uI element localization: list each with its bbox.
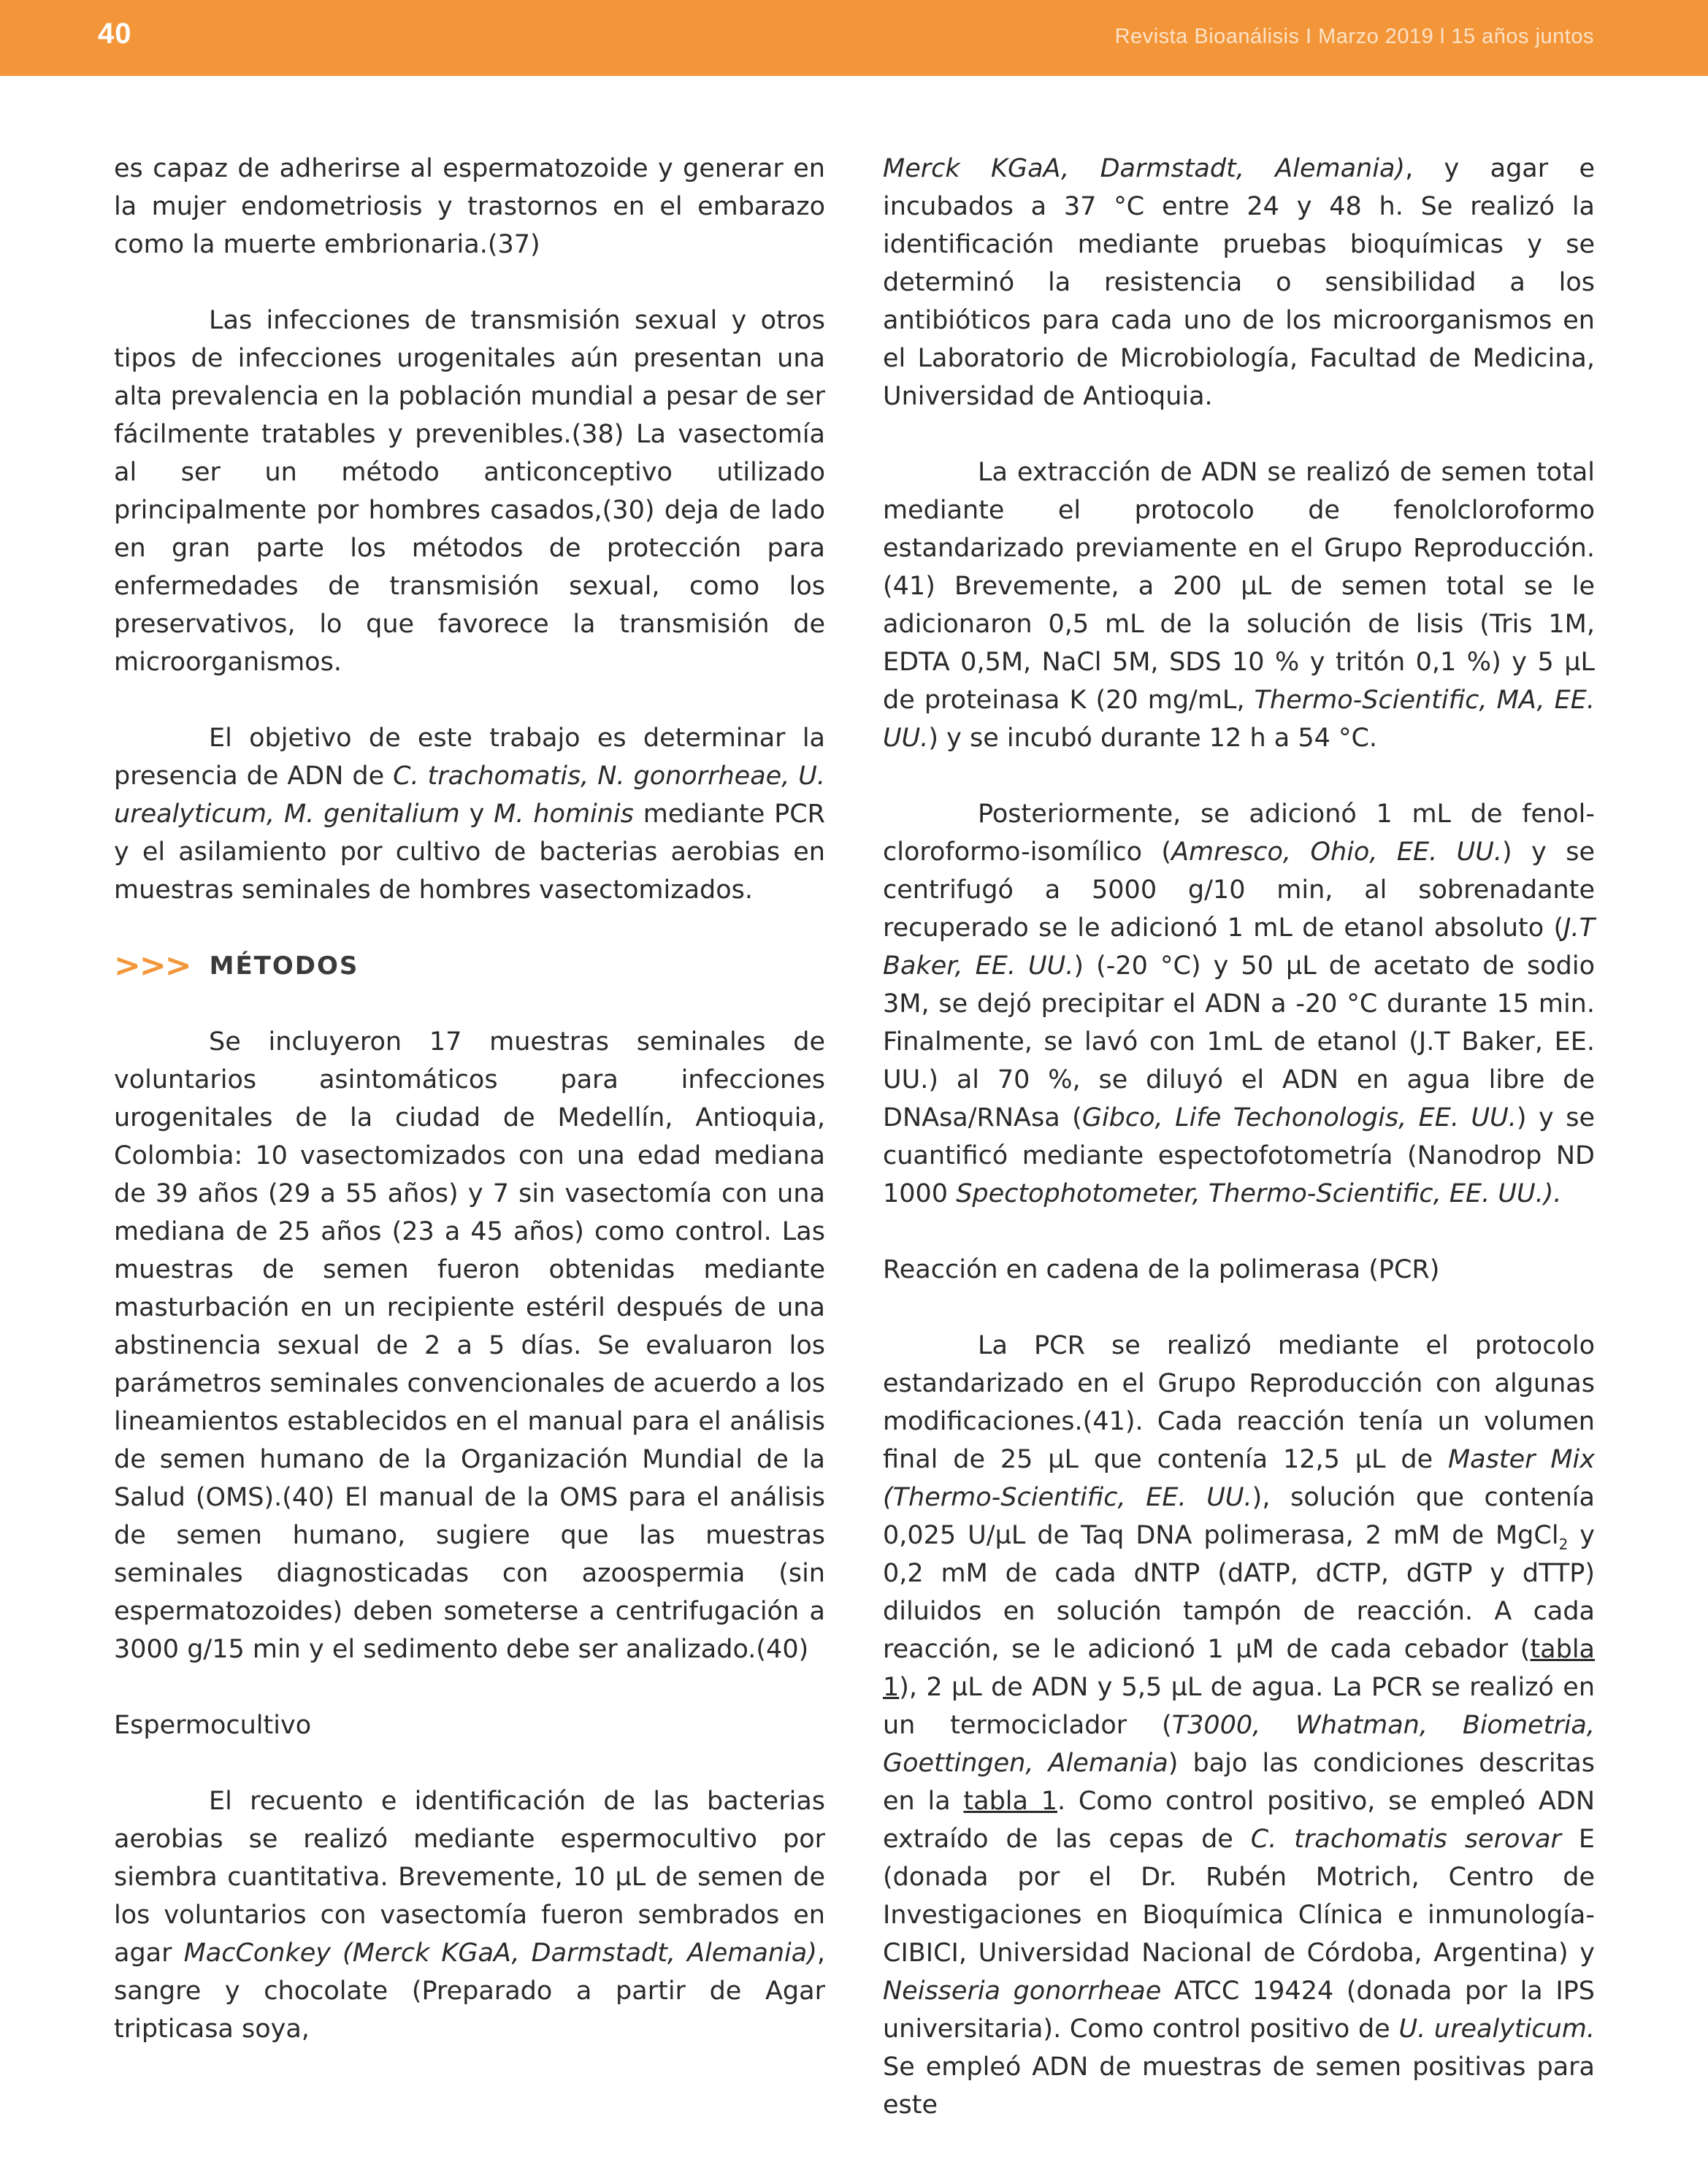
subheading: Espermocultivo	[114, 1711, 312, 1740]
paragraph: es capaz de adherirse al espermatozoide y generar en la mujer endometriosis y trastornos en el embarazo como la muerte embrionaria.(37)	[114, 154, 825, 259]
right-column	[883, 150, 1595, 2162]
paragraph: La PCR se realizó mediante el protocolo estandarizado en el Grupo Reproducción con algunas modificaciones.(41). Cada reacción tenía un volumen final de 25 µL que contenía 12,5 µL de Master Mix (Thermo-Scientific, EE. UU.), solución que contenía 0,025 U/µL de Taq DNA polimerasa, 2 mM de MgCl$_2$ y 0,2 mM de cada dNTP (dATP, dCTP, dGTP y dTTP) diluidos en solución tampón de reacción. A cada reacción, se le adicionó 1 µM de cada cebador (tabla 1), 2 µL de ADN y 5,5 µL de agua. La PCR se realizó en un termociclador (T3000, Whatman, Biometria, Goettingen, Alemania) bajo las condiciones descritas en la tabla 1. Como control positivo, se empleó ADN extraído de las cepas de C. trachomatis serovar E (donada por el Dr. Rubén Motrich, Centro de Investigaciones en Bioquímica Clínica e inmunología-CIBICI, Universidad Nacional de Córdoba, Argentina) y Neisseria gonorrheae ATCC 19424 (donada por la IPS universitaria). Como control positivo de U. urealyticum. Se empleó ADN de muestras de semen positivas para este	[883, 1331, 1596, 2120]
table-link[interactable]: tabla 1	[963, 1787, 1057, 1816]
left-column	[114, 150, 825, 2086]
table-link[interactable]: tabla 1	[883, 1635, 1595, 1702]
paragraph: Merck KGaA, Darmstadt, Alemania), y agar e incubados a 37 °C entre 24 y 48 h. Se realizó la identificación mediante pruebas bioquímicas y se determinó la resistencia o sensibilidad a los antibióticos para cada uno de los microorganismos en el Laboratorio de Microbiología, Facultad de Medicina, Universidad de Antioquia.	[883, 154, 1596, 411]
page-header	[0, 0, 1708, 76]
paragraph: El recuento e identificación de las bacterias aerobias se realizó mediante espermocultivo por siembra cuantitativa. Brevemente, 10 µL de semen de los voluntarios con vasectomía fueron sembrados en agar MacConkey (Merck KGaA, Darmstadt, Alemania), sangre y chocolate (Preparado a partir de Agar tripticasa soya,	[114, 1787, 825, 2044]
subheading: Reacción en cadena de la polimerasa (PCR)	[883, 1255, 1440, 1284]
paragraph: Posteriormente, se adicionó 1 mL de fenol-cloroformo-isomílico (Amresco, Ohio, EE. UU.) y se centrifugó a 5000 g/10 min, al sobrenadante recuperado se le adicionó 1 mL de etanol absoluto (J.T Baker, EE. UU.) (-20 °C) y 50 µL de acetato de sodio 3M, se dejó precipitar el ADN a -20 °C durante 15 min. Finalmente, se lavó con 1mL de etanol (J.T Baker, EE. UU.) al 70 %, se diluyó el ADN en agua libre de DNAsa/RNAsa (Gibco, Life Techonologis, EE. UU.) y se cuantificó mediante espectofotometría (Nanodrop ND 1000 Spectophotometer, Thermo-Scientific, EE. UU.).	[883, 800, 1596, 1208]
running-head: Revista Bioanálisis I Marzo 2019 l 15 años juntos	[1114, 25, 1594, 48]
section-title: MÉTODOS	[209, 951, 359, 981]
paragraph: El objetivo de este trabajo es determinar la presencia de ADN de C. trachomatis, N. gonorrheae, U. urealyticum, M. genitalium y M. hominis mediante PCR y el asilamiento por cultivo de bacterias aerobias en muestras seminales de hombres vasectomizados.	[114, 724, 825, 905]
section-heading	[114, 947, 825, 985]
paragraph: Se incluyeron 17 muestras seminales de voluntarios asintomáticos para infecciones urogenitales de la ciudad de Medellín, Antioquia, Colombia: 10 vasectomizados con una edad mediana de 39 años (29 a 55 años) y 7 sin vasectomía con una mediana de 25 años (23 a 45 años) como control. Las muestras de semen fueron obtenidas mediante masturbación en un recipiente estéril después de una abstinencia sexual de 2 a 5 días. Se evaluaron los parámetros seminales convencionales de acuerdo a los lineamientos establecidos en el manual para el análisis de semen humano de la Organización Mundial de la Salud (OMS).(40) El manual de la OMS para el análisis de semen humano, sugiere que las muestras seminales diagnosticadas con azoospermia (sin espermatozoides) deben someterse a centrifugación a 3000 g/15 min y el sedimento debe ser analizado.(40)	[114, 1027, 825, 1664]
page-number: 40	[98, 18, 132, 50]
chevrons-icon: >>>	[114, 947, 191, 984]
paragraph: La extracción de ADN se realizó de semen total mediante el protocolo de fenolcloroformo estandarizado previamente en el Grupo Reproducción.(41) Brevemente, a 200 µL de semen total se le adicionaron 0,5 mL de la solución de lisis (Tris 1M, EDTA 0,5M, NaCl 5M, SDS 10 % y tritón 0,1 %) y 5 µL de proteinasa K (20 mg/mL, Thermo-Scientific, MA, EE. UU.) y se incubó durante 12 h a 54 °C.	[883, 458, 1596, 753]
paragraph: Las infecciones de transmisión sexual y otros tipos de infecciones urogenitales aún presentan una alta prevalencia en la población mundial a pesar de ser fácilmente tratables y prevenibles.(38) La vasectomía al ser un método anticonceptivo utilizado principalmente por hombres casados,(30) deja de lado en gran parte los métodos de protección para enfermedades de transmisión sexual, como los preservativos, lo que favorece la transmisión de microorganismos.	[114, 306, 825, 677]
